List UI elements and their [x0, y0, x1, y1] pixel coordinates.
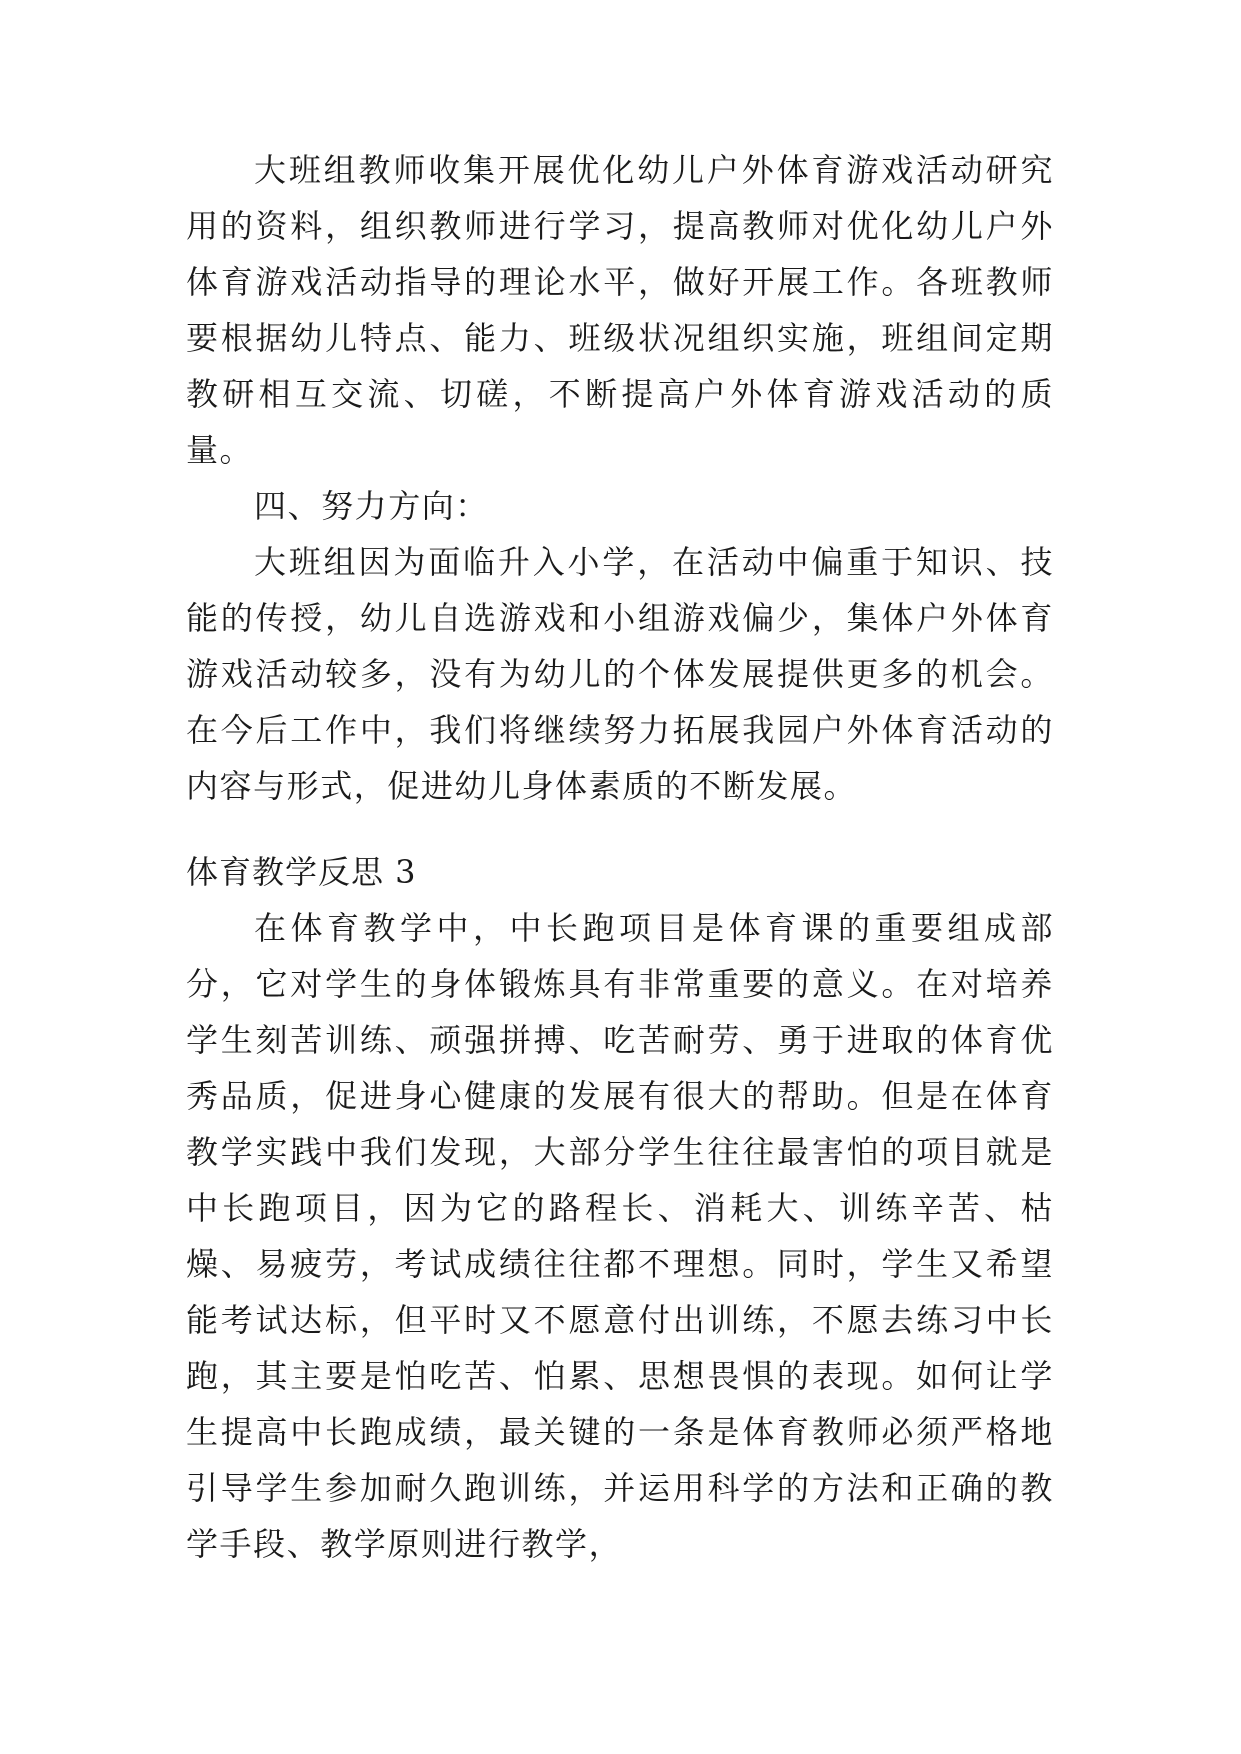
section-b	[186, 844, 1054, 1572]
document-section-title: 体育教学反思 3	[186, 853, 417, 891]
paragraph: 大班组教师收集开展优化幼儿户外体育游戏活动研究用的资料，组织教师进行学习，提高教师对优化幼儿户外体育游戏活动指导的理论水平，做好开展工作。各班教师要根据幼儿特点、能力、班级状况组织实施，班组间定期教研相互交流、切磋，不断提高户外体育游戏活动的质量。	[186, 151, 1054, 469]
paragraph: 在体育教学中，中长跑项目是体育课的重要组成部分，它对学生的身体锻炼具有非常重要的意义。在对培养学生刻苦训练、顽强拼搏、吃苦耐劳、勇于进取的体育优秀品质，促进身心健康的发展有很大的帮助。但是在体育教学实践中我们发现，大部分学生往往最害怕的项目就是中长跑项目，因为它的路程长、消耗大、训练辛苦、枯燥、易疲劳，考试成绩往往都不理想。同时，学生又希望能考试达标，但平时又不愿意付出训练，不愿去练习中长跑，其主要是怕吃苦、怕累、思想畏惧的表现。如何让学生提高中长跑成绩，最关键的一条是体育教师必须严格地引导学生参加耐久跑训练，并运用科学的方法和正确的教学手段、教学原则进行教学，	[186, 909, 1054, 1563]
section-heading: 四、努力方向：	[254, 487, 489, 525]
paragraph: 大班组因为面临升入小学，在活动中偏重于知识、技能的传授，幼儿自选游戏和小组游戏偏少，集体户外体育游戏活动较多，没有为幼儿的个体发展提供更多的机会。在今后工作中，我们将继续努力拓展我园户外体育活动的内容与形式，促进幼儿身体素质的不断发展。	[186, 543, 1054, 805]
section-a	[186, 142, 1054, 814]
